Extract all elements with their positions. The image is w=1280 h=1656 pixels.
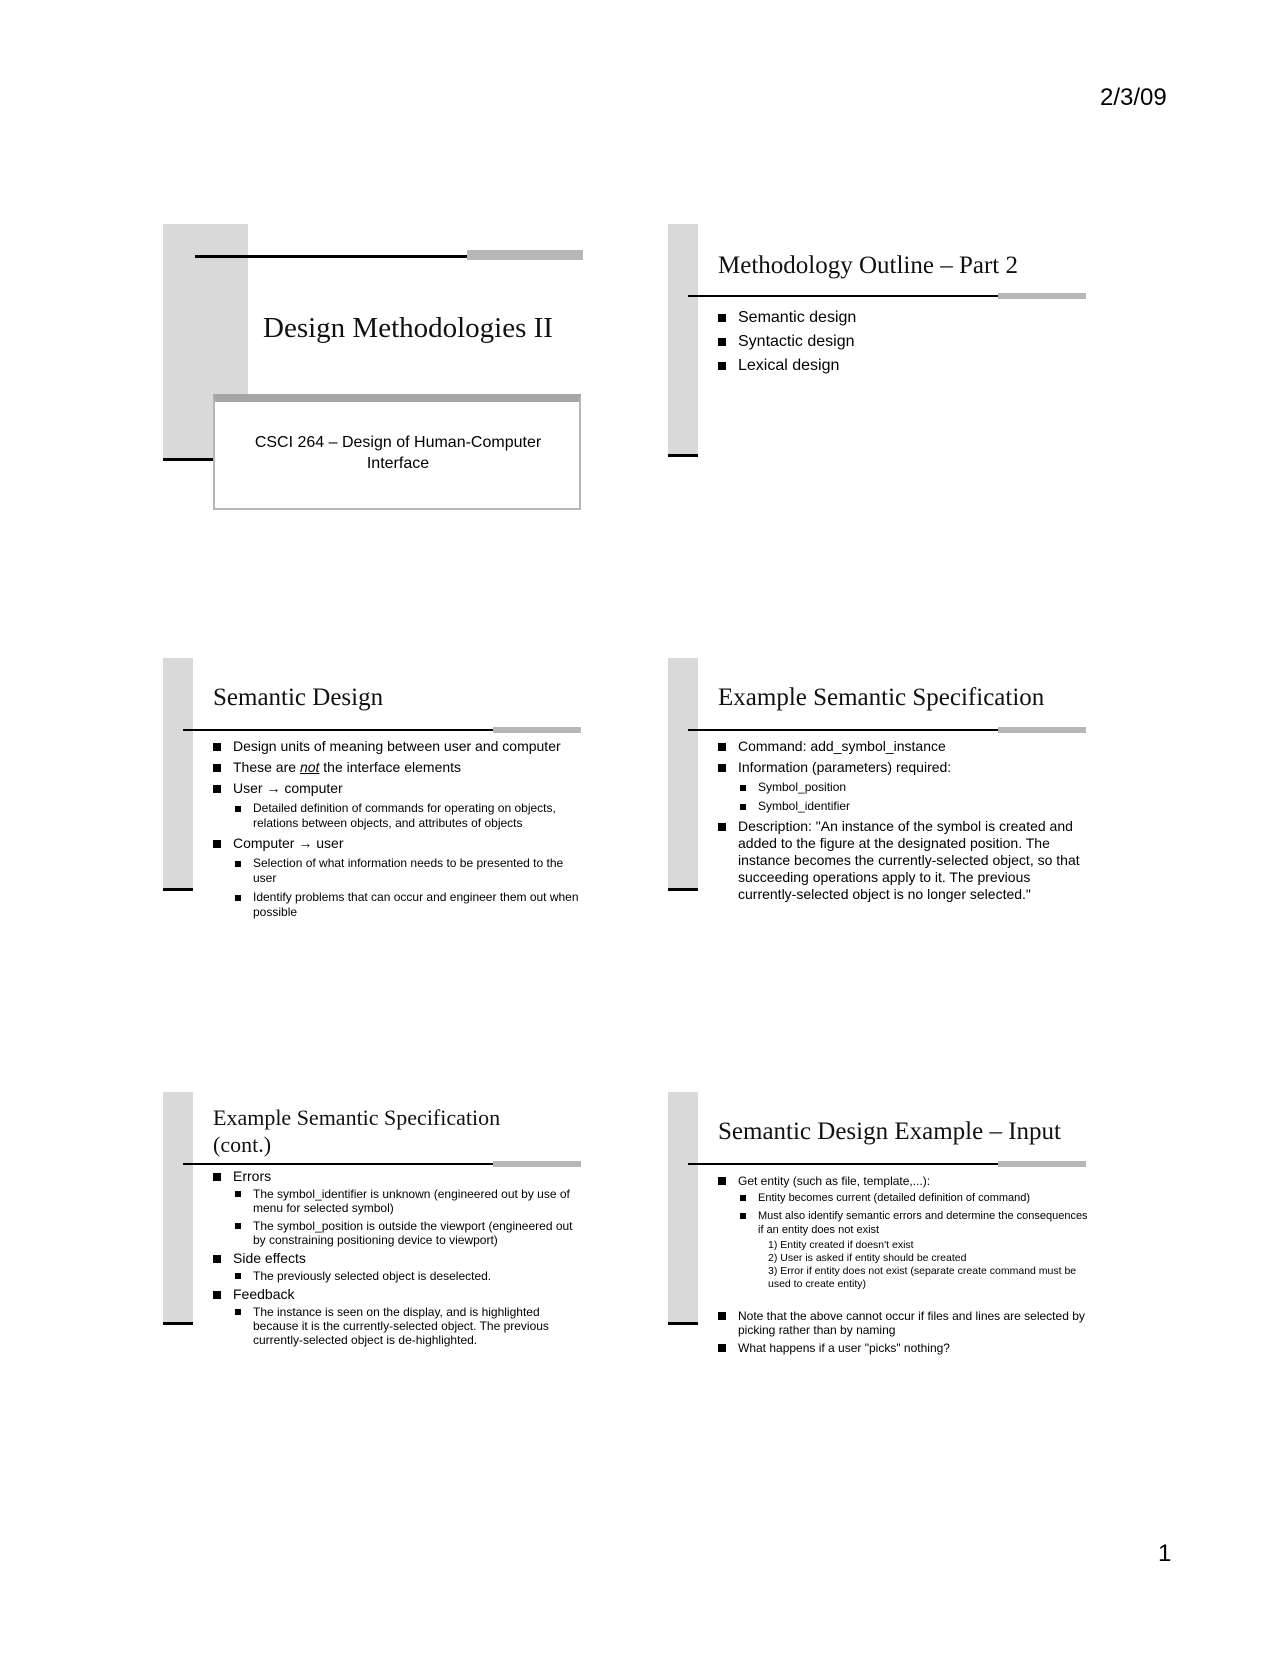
list-item: Command: add_symbol_instance (718, 738, 1088, 755)
slide-gray-bar (163, 658, 193, 888)
page-number: 1 (1158, 1540, 1172, 1567)
numbered-item: 2) User is asked if entity should be created (768, 1252, 967, 1264)
slide-gray-accent (998, 727, 1086, 733)
slide-subtitle: CSCI 264 – Design of Human-Computer Interface (254, 434, 542, 472)
slide-gray-accent (493, 1161, 581, 1167)
slide-outline (668, 224, 1088, 514)
slide-gray-accent (467, 250, 583, 260)
slide-input-example (668, 1092, 1088, 1382)
sub-list-item: Symbol_identifier (738, 799, 1088, 814)
sub-list-item: Symbol_position (738, 780, 1088, 795)
slide-left-rule (668, 888, 698, 891)
bullet-list (718, 738, 1088, 907)
slide-left-rule (668, 454, 698, 457)
slide-gray-bar (163, 1092, 193, 1322)
slide-gray-bar (668, 224, 698, 454)
slide-gray-accent (998, 1161, 1086, 1167)
bullet-list (718, 1174, 1088, 1359)
slide-heading: Semantic Design (213, 684, 384, 711)
emphasis-text: not (299, 759, 320, 775)
sub-list-item: The symbol_position is outside the viewport (engineered out by constraining positioning device to viewport) (233, 1219, 583, 1247)
sub-list-item: Entity becomes current (detailed definition of command) (738, 1191, 1088, 1205)
slide-gray-bar (668, 658, 698, 888)
sub-list-item: The previously selected object is deselected. (233, 1269, 583, 1283)
list-item: What happens if a user "picks" nothing? (718, 1341, 1088, 1355)
slide-heading: Semantic Design Example – Input (718, 1118, 1061, 1145)
slide-heading: Methodology Outline – Part 2 (718, 252, 1018, 279)
list-item: Side effects The previously selected object is deselected. (213, 1251, 583, 1283)
slide-example-spec-cont (163, 1092, 583, 1382)
slide-gray-bar (668, 1092, 698, 1322)
list-item: Information (parameters) required: Symbol_position Symbol_identifier (718, 759, 1088, 814)
bullet-list (213, 1169, 583, 1351)
list-item: User → computer Detailed definition of commands for operating on objects, relations between objects, and attributes of objects (213, 780, 583, 831)
list-item: These are not the interface elements (213, 759, 583, 776)
slide-semantic-design (163, 658, 583, 948)
list-item: Computer → user Selection of what information needs to be presented to the user Identify problems that can occur and engineer them out when possible (213, 835, 583, 920)
sub-list-item: Selection of what information needs to be presented to the user (233, 856, 583, 886)
sub-list-item: Must also identify semantic errors and determine the consequences if an entity does not exist 1) Entity created if doesn't exist 2) User is asked if entity should be created 3) Error if entity does not exist (separate create command must be used to create entity) (738, 1209, 1088, 1291)
slide-example-spec (668, 658, 1088, 948)
slide-title (163, 224, 583, 514)
list-item: Feedback The instance is seen on the display, and is highlighted because it is the currently-selected object. The previous currently-selected object is de-highlighted. (213, 1287, 583, 1347)
list-item: Note that the above cannot occur if files and lines are selected by picking rather than by naming (718, 1309, 1088, 1337)
bullet-list (718, 308, 1088, 380)
sub-list-item: The instance is seen on the display, and is highlighted because it is the currently-selected object. The previous currently-selected object is de-highlighted. (233, 1305, 583, 1347)
slide-heading: Example Semantic Specification (718, 684, 1045, 711)
slide-gray-accent (998, 293, 1086, 299)
page-date: 2/3/09 (1100, 84, 1167, 111)
slide-left-rule (163, 888, 193, 891)
list-item: Lexical design (718, 356, 1088, 376)
slide-left-rule (668, 1322, 698, 1325)
slide-left-rule (163, 458, 213, 461)
slide-gray-accent (493, 727, 581, 733)
numbered-item: 3) Error if entity does not exist (separate create command must be used to create entity) (768, 1265, 1077, 1290)
list-item: Description: "An instance of the symbol is created and added to the figure at the designated position. The instance becomes the currently-selected object, so that succeeding operations apply to it. The previous currently-selected object is no longer selected." (718, 818, 1088, 903)
slide-rule (195, 255, 467, 258)
sub-list-item: Detailed definition of commands for operating on objects, relations between objects, and attributes of objects (233, 801, 583, 831)
slide-heading: Example Semantic Specification (cont.) (213, 1105, 501, 1157)
bullet-list (213, 738, 583, 924)
sub-list-item: Identify problems that can occur and engineer them out when possible (233, 890, 583, 920)
list-item: Semantic design (718, 308, 1088, 328)
list-item: Get entity (such as file, template,...): Entity becomes current (detailed definition of command) Must also identify semantic errors and determine the consequences if an entity does not exist 1) Entity created if doesn't exist 2) User is asked if entity should be created 3) Error if entity does not exist (separate create command must be used to create entity) (718, 1174, 1088, 1291)
list-item: Errors The symbol_identifier is unknown (engineered out by use of menu for selected symbol) The symbol_position is outside the viewport (engineered out by constraining positioning device to viewport) (213, 1169, 583, 1247)
slide-left-rule (163, 1322, 193, 1325)
numbered-item: 1) Entity created if doesn't exist (768, 1239, 914, 1251)
sub-list-item: The symbol_identifier is unknown (engineered out by use of menu for selected symbol) (233, 1187, 583, 1215)
list-item: Syntactic design (718, 332, 1088, 352)
list-item: Design units of meaning between user and computer (213, 738, 583, 755)
slide-heading: Design Methodologies II (263, 312, 553, 344)
